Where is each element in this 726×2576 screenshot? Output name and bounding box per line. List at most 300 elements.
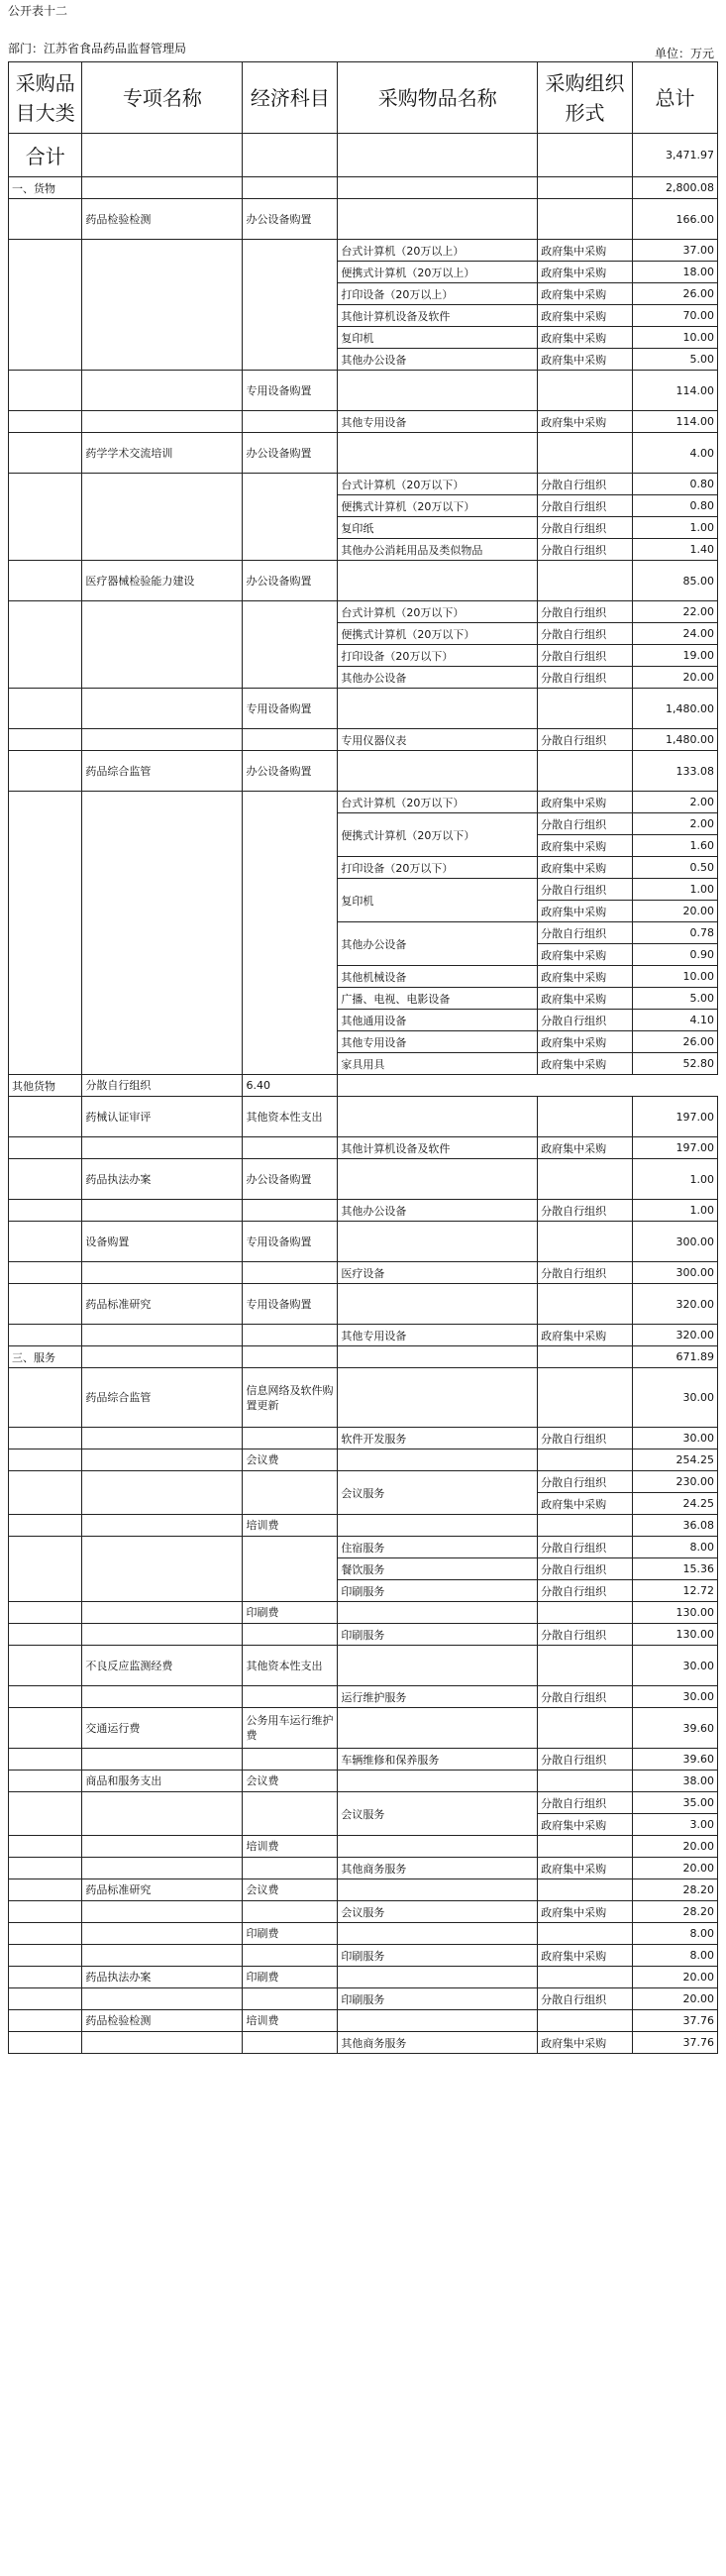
- total-cell: 1.60: [633, 835, 718, 857]
- category-cell: [9, 1858, 82, 1879]
- procurement-form-cell: 分散自行组织: [538, 645, 633, 667]
- category-cell: 三、服务: [9, 1346, 82, 1368]
- item-name-cell: 其他办公设备: [338, 922, 538, 966]
- project-cell: 药品标准研究: [82, 1284, 243, 1325]
- procurement-form-cell: [538, 1368, 633, 1428]
- category-cell: [9, 433, 82, 474]
- economic-subject-cell: 办公设备购置: [243, 561, 338, 601]
- total-cell: 1.00: [633, 1159, 718, 1200]
- economic-subject-cell: [243, 1428, 338, 1449]
- total-cell: 15.36: [633, 1558, 718, 1580]
- economic-subject-cell: 公务用车运行维护费: [243, 1708, 338, 1749]
- economic-subject-cell: [243, 240, 338, 371]
- economic-subject-cell: [243, 1262, 338, 1284]
- project-cell: [82, 411, 243, 433]
- economic-subject-cell: [243, 729, 338, 751]
- item-name-cell: 复印机: [338, 327, 538, 349]
- category-cell: [9, 561, 82, 601]
- category-cell: 其他货物: [9, 1075, 82, 1097]
- category-cell: 合计: [9, 134, 82, 177]
- table-row: [9, 1988, 718, 2010]
- item-name-cell: 便携式计算机（20万以上）: [338, 262, 538, 283]
- economic-subject-cell: [243, 1325, 338, 1346]
- total-cell: 18.00: [633, 262, 718, 283]
- table-row: [9, 1792, 718, 1814]
- total-cell: 4.10: [633, 1010, 718, 1031]
- table-row: [9, 1836, 718, 1858]
- procurement-form-cell: [538, 1602, 633, 1624]
- project-cell: 药品标准研究: [82, 1879, 243, 1901]
- project-cell: [82, 177, 243, 199]
- project-cell: [82, 601, 243, 689]
- procurement-form-cell: [538, 1923, 633, 1945]
- project-cell: [82, 2032, 243, 2054]
- procurement-form-cell: 政府集中采购: [538, 966, 633, 988]
- procurement-form-cell: [538, 1097, 633, 1137]
- procurement-form-cell: 分散自行组织: [538, 474, 633, 495]
- procurement-form-cell: 政府集中采购: [538, 835, 633, 857]
- procurement-form-cell: 政府集中采购: [538, 944, 633, 966]
- item-name-cell: [338, 1159, 538, 1200]
- item-name-cell: 软件开发服务: [338, 1428, 538, 1449]
- item-name-cell: 家具用具: [338, 1053, 538, 1075]
- item-name-cell: 医疗设备: [338, 1262, 538, 1284]
- category-cell: [9, 1137, 82, 1159]
- item-name-cell: 餐饮服务: [338, 1558, 538, 1580]
- procurement-form-cell: [538, 199, 633, 240]
- total-cell: 300.00: [633, 1222, 718, 1262]
- table-row: [9, 1945, 718, 1967]
- category-cell: [9, 1602, 82, 1624]
- procurement-form-cell: 政府集中采购: [538, 792, 633, 813]
- item-name-cell: [338, 689, 538, 729]
- header-item-name: 采购物品名称: [338, 62, 538, 134]
- category-cell: [9, 1200, 82, 1222]
- item-name-cell: 打印设备（20万以上）: [338, 283, 538, 305]
- table-row: [9, 561, 718, 601]
- project-cell: [82, 1537, 243, 1602]
- table-row: [9, 1624, 718, 1646]
- economic-subject-cell: [243, 2032, 338, 2054]
- economic-subject-cell: [243, 601, 338, 689]
- category-cell: [9, 474, 82, 561]
- economic-subject-cell: 会议费: [243, 1449, 338, 1471]
- project-cell: [82, 1346, 243, 1368]
- item-name-cell: 印刷服务: [338, 1988, 538, 2010]
- item-name-cell: 便携式计算机（20万以下）: [338, 813, 538, 857]
- item-name-cell: [338, 1708, 538, 1749]
- table-row: [9, 1075, 718, 1097]
- item-name-cell: 其他办公设备: [338, 1200, 538, 1222]
- category-cell: [9, 1449, 82, 1471]
- procurement-form-cell: 政府集中采购: [538, 988, 633, 1010]
- procurement-form-cell: 分散自行组织: [538, 1792, 633, 1814]
- total-cell: 8.00: [633, 1923, 718, 1945]
- economic-subject-cell: [243, 474, 338, 561]
- category-cell: [9, 1428, 82, 1449]
- project-cell: [82, 1515, 243, 1537]
- procurement-form-cell: 政府集中采购: [538, 1325, 633, 1346]
- procurement-form-cell: [538, 1222, 633, 1262]
- item-name-cell: 其他办公消耗用品及类似物品: [338, 539, 538, 561]
- economic-subject-cell: [243, 1346, 338, 1368]
- procurement-form-cell: [538, 689, 633, 729]
- category-cell: [9, 1988, 82, 2010]
- total-cell: 30.00: [633, 1428, 718, 1449]
- item-name-cell: 其他计算机设备及软件: [338, 1137, 538, 1159]
- economic-subject-cell: 培训费: [243, 1515, 338, 1537]
- total-cell: 30.00: [633, 1686, 718, 1708]
- item-name-cell: [338, 1923, 538, 1945]
- economic-subject-cell: [243, 411, 338, 433]
- total-cell: 19.00: [633, 645, 718, 667]
- item-name-cell: 打印设备（20万以下）: [338, 645, 538, 667]
- total-cell: 0.90: [633, 944, 718, 966]
- item-name-cell: 复印机: [338, 879, 538, 922]
- table-row: [9, 1428, 718, 1449]
- project-cell: [82, 792, 243, 1075]
- item-name-cell: 便携式计算机（20万以下）: [338, 623, 538, 645]
- header-economic-subject: 经济科目: [243, 62, 338, 134]
- item-name-cell: 专用仪器仪表: [338, 729, 538, 751]
- item-name-cell: [338, 433, 538, 474]
- economic-subject-cell: 办公设备购置: [243, 433, 338, 474]
- total-cell: 35.00: [633, 1792, 718, 1814]
- item-name-cell: [338, 134, 538, 177]
- procurement-form-cell: [538, 1708, 633, 1749]
- table-header-row: [9, 62, 718, 134]
- project-cell: [82, 240, 243, 371]
- total-cell: 30.00: [633, 1646, 718, 1686]
- item-name-cell: [338, 371, 538, 411]
- procurement-form-cell: 分散自行组织: [538, 1010, 633, 1031]
- economic-subject-cell: [243, 134, 338, 177]
- category-cell: [9, 1945, 82, 1967]
- total-cell: 24.00: [633, 623, 718, 645]
- procurement-form-cell: 政府集中采购: [538, 1137, 633, 1159]
- project-cell: [82, 1923, 243, 1945]
- item-name-cell: 会议服务: [338, 1792, 538, 1836]
- item-name-cell: 其他通用设备: [338, 1010, 538, 1031]
- table-row: [9, 1901, 718, 1923]
- procurement-table: [8, 61, 718, 2054]
- project-cell: [82, 134, 243, 177]
- table-row: [9, 199, 718, 240]
- total-cell: 320.00: [633, 1325, 718, 1346]
- item-name-cell: [338, 1368, 538, 1428]
- item-name-cell: 印刷服务: [338, 1624, 538, 1646]
- procurement-form-cell: [538, 177, 633, 199]
- table-row: [9, 1686, 718, 1708]
- total-cell: 52.80: [633, 1053, 718, 1075]
- table-row: [9, 1325, 718, 1346]
- project-cell: 药品执法办案: [82, 1967, 243, 1988]
- total-cell: 12.72: [633, 1580, 718, 1602]
- procurement-form-cell: [538, 1284, 633, 1325]
- procurement-form-cell: 分散自行组织: [538, 1200, 633, 1222]
- economic-subject-cell: 信息网络及软件购置更新: [243, 1368, 338, 1428]
- total-cell: 0.78: [633, 922, 718, 944]
- table-row: [9, 1537, 718, 1558]
- item-name-cell: [338, 1515, 538, 1537]
- economic-subject-cell: [243, 1624, 338, 1646]
- item-name-cell: 广播、电视、电影设备: [338, 988, 538, 1010]
- project-cell: 药品综合监管: [82, 1368, 243, 1428]
- project-cell: [82, 1325, 243, 1346]
- procurement-form-cell: 分散自行组织: [538, 1537, 633, 1558]
- item-name-cell: [338, 1646, 538, 1686]
- economic-subject-cell: 印刷费: [243, 1967, 338, 1988]
- project-cell: 不良反应监测经费: [82, 1646, 243, 1686]
- category-cell: [9, 371, 82, 411]
- total-cell: 20.00: [633, 667, 718, 689]
- item-name-cell: [338, 1836, 538, 1858]
- table-row: [9, 689, 718, 729]
- table-row: [9, 371, 718, 411]
- total-cell: 0.80: [633, 474, 718, 495]
- procurement-form-cell: 分散自行组织: [538, 1988, 633, 2010]
- table-row: [9, 1368, 718, 1428]
- project-cell: [82, 1945, 243, 1967]
- item-name-cell: 其他商务服务: [338, 1858, 538, 1879]
- total-cell: 0.80: [633, 495, 718, 517]
- procurement-form-cell: 分散自行组织: [538, 1749, 633, 1771]
- total-cell: 1.40: [633, 539, 718, 561]
- item-name-cell: [338, 561, 538, 601]
- economic-subject-cell: 其他资本性支出: [243, 1646, 338, 1686]
- total-cell: 5.00: [633, 988, 718, 1010]
- procurement-form-cell: 政府集中采购: [538, 411, 633, 433]
- procurement-form-cell: 政府集中采购: [538, 1053, 633, 1075]
- item-name-cell: 其他计算机设备及软件: [338, 305, 538, 327]
- procurement-form-cell: 分散自行组织: [538, 667, 633, 689]
- economic-subject-cell: [243, 1792, 338, 1836]
- total-cell: 3.00: [633, 1814, 718, 1836]
- item-name-cell: 台式计算机（20万以上）: [338, 240, 538, 262]
- procurement-form-cell: 分散自行组织: [538, 813, 633, 835]
- item-name-cell: 会议服务: [338, 1901, 538, 1923]
- header-category: 采购品目大类: [9, 62, 82, 134]
- table-row: [9, 1646, 718, 1686]
- economic-subject-cell: [243, 1537, 338, 1602]
- procurement-form-cell: 分散自行组织: [538, 879, 633, 901]
- procurement-form-cell: 政府集中采购: [538, 349, 633, 371]
- table-row: [9, 134, 718, 177]
- total-cell: 22.00: [633, 601, 718, 623]
- project-cell: 分散自行组织: [82, 1075, 243, 1097]
- total-cell: 10.00: [633, 327, 718, 349]
- category-cell: [9, 1471, 82, 1515]
- item-name-cell: [338, 2010, 538, 2032]
- total-cell: 300.00: [633, 1262, 718, 1284]
- unit-label: 单位：万元: [654, 47, 714, 60]
- table-row: [9, 433, 718, 474]
- table-row: [9, 411, 718, 433]
- procurement-form-cell: 分散自行组织: [538, 517, 633, 539]
- category-cell: [9, 1222, 82, 1262]
- table-row: [9, 1097, 718, 1137]
- category-cell: [9, 1923, 82, 1945]
- category-cell: [9, 1771, 82, 1792]
- item-name-cell: 便携式计算机（20万以下）: [338, 495, 538, 517]
- total-cell: 24.25: [633, 1493, 718, 1515]
- total-cell: 254.25: [633, 1449, 718, 1471]
- table-row: [9, 1471, 718, 1493]
- procurement-form-cell: 分散自行组织: [538, 729, 633, 751]
- project-cell: [82, 1749, 243, 1771]
- economic-subject-cell: 印刷费: [243, 1923, 338, 1945]
- item-name-cell: 其他专用设备: [338, 1325, 538, 1346]
- total-cell: 1,480.00: [633, 729, 718, 751]
- item-name-cell: [338, 1602, 538, 1624]
- economic-subject-cell: 培训费: [243, 2010, 338, 2032]
- total-cell: 28.20: [633, 1901, 718, 1923]
- economic-subject-cell: [243, 1200, 338, 1222]
- category-cell: [9, 1262, 82, 1284]
- item-name-cell: 其他商务服务: [338, 2032, 538, 2054]
- total-cell: 2.00: [633, 792, 718, 813]
- category-cell: [9, 1708, 82, 1749]
- total-cell: 70.00: [633, 305, 718, 327]
- project-cell: 药品综合监管: [82, 751, 243, 792]
- table-row: [9, 1262, 718, 1284]
- total-cell: 3,471.97: [633, 134, 718, 177]
- total-cell: 20.00: [633, 1967, 718, 1988]
- category-cell: [9, 1646, 82, 1686]
- economic-subject-cell: [243, 1137, 338, 1159]
- project-cell: 药品检验检测: [82, 2010, 243, 2032]
- category-cell: [9, 2010, 82, 2032]
- economic-subject-cell: 会议费: [243, 1771, 338, 1792]
- total-cell: 20.00: [633, 901, 718, 922]
- procurement-form-cell: 政府集中采购: [538, 283, 633, 305]
- item-name-cell: 台式计算机（20万以下）: [338, 792, 538, 813]
- economic-subject-cell: [243, 792, 338, 1075]
- project-cell: [82, 1624, 243, 1646]
- economic-subject-cell: 专用设备购置: [243, 1284, 338, 1325]
- item-name-cell: [338, 1097, 538, 1137]
- total-cell: 8.00: [633, 1945, 718, 1967]
- project-cell: [82, 371, 243, 411]
- item-name-cell: [338, 1222, 538, 1262]
- economic-subject-cell: [243, 1749, 338, 1771]
- table-row: [9, 1200, 718, 1222]
- procurement-form-cell: 分散自行组织: [538, 601, 633, 623]
- project-cell: [82, 1449, 243, 1471]
- table-row: [9, 1159, 718, 1200]
- header-project: 专项名称: [82, 62, 243, 134]
- item-name-cell: 其他办公设备: [338, 349, 538, 371]
- category-cell: [9, 1284, 82, 1325]
- economic-subject-cell: [243, 1988, 338, 2010]
- procurement-form-cell: 分散自行组织: [538, 1580, 633, 1602]
- category-cell: [9, 240, 82, 371]
- project-cell: [82, 1988, 243, 2010]
- procurement-form-cell: 政府集中采购: [538, 240, 633, 262]
- economic-subject-cell: 其他资本性支出: [243, 1097, 338, 1137]
- economic-subject-cell: 办公设备购置: [243, 199, 338, 240]
- project-cell: 药品执法办案: [82, 1159, 243, 1200]
- table-row: [9, 751, 718, 792]
- economic-subject-cell: 印刷费: [243, 1602, 338, 1624]
- project-cell: [82, 1428, 243, 1449]
- total-cell: 36.08: [633, 1515, 718, 1537]
- category-cell: [9, 1325, 82, 1346]
- category-cell: [9, 1097, 82, 1137]
- total-cell: 39.60: [633, 1749, 718, 1771]
- project-cell: 药品检验检测: [82, 199, 243, 240]
- total-cell: 85.00: [633, 561, 718, 601]
- total-cell: 671.89: [633, 1346, 718, 1368]
- procurement-form-cell: [538, 1449, 633, 1471]
- total-cell: 37.76: [633, 2032, 718, 2054]
- table-row: [9, 240, 718, 262]
- total-cell: 197.00: [633, 1097, 718, 1137]
- item-name-cell: [338, 177, 538, 199]
- procurement-form-cell: 分散自行组织: [538, 1558, 633, 1580]
- header-procurement-form: 采购组织形式: [538, 62, 633, 134]
- item-name-cell: [338, 751, 538, 792]
- table-row: [9, 729, 718, 751]
- item-name-cell: 复印纸: [338, 517, 538, 539]
- project-cell: [82, 1858, 243, 1879]
- item-name-cell: 打印设备（20万以下）: [338, 857, 538, 879]
- total-cell: 0.50: [633, 857, 718, 879]
- economic-subject-cell: [243, 1471, 338, 1515]
- table-row: [9, 601, 718, 623]
- total-cell: 28.20: [633, 1879, 718, 1901]
- item-name-cell: 台式计算机（20万以下）: [338, 474, 538, 495]
- category-cell: 一、货物: [9, 177, 82, 199]
- category-cell: [9, 792, 82, 1075]
- item-name-cell: [338, 1284, 538, 1325]
- total-cell: 30.00: [633, 1368, 718, 1428]
- category-cell: [9, 689, 82, 729]
- procurement-form-cell: [538, 561, 633, 601]
- category-cell: [9, 1537, 82, 1602]
- procurement-form-cell: 政府集中采购: [538, 1858, 633, 1879]
- economic-subject-cell: [243, 1945, 338, 1967]
- total-cell: 20.00: [633, 1988, 718, 2010]
- economic-subject-cell: 专用设备购置: [243, 689, 338, 729]
- total-cell: 2.00: [633, 813, 718, 835]
- table-row: [9, 1708, 718, 1749]
- procurement-form-cell: [538, 433, 633, 474]
- item-name-cell: 印刷服务: [338, 1945, 538, 1967]
- table-row: [9, 1137, 718, 1159]
- total-cell: 166.00: [633, 199, 718, 240]
- economic-subject-cell: 会议费: [243, 1879, 338, 1901]
- project-cell: 医疗器械检验能力建设: [82, 561, 243, 601]
- category-cell: [9, 199, 82, 240]
- category-cell: [9, 1624, 82, 1646]
- procurement-form-cell: 政府集中采购: [538, 262, 633, 283]
- total-cell: 1.00: [633, 517, 718, 539]
- category-cell: [9, 1901, 82, 1923]
- total-cell: 114.00: [633, 371, 718, 411]
- project-cell: [82, 1602, 243, 1624]
- procurement-form-cell: [538, 1879, 633, 1901]
- header-total: 总计: [633, 62, 718, 134]
- item-name-cell: [338, 1449, 538, 1471]
- category-cell: [9, 1792, 82, 1836]
- category-cell: [9, 751, 82, 792]
- project-cell: [82, 729, 243, 751]
- procurement-form-cell: [538, 1771, 633, 1792]
- table-row: [9, 1449, 718, 1471]
- category-cell: [9, 1967, 82, 1988]
- procurement-form-cell: [538, 1646, 633, 1686]
